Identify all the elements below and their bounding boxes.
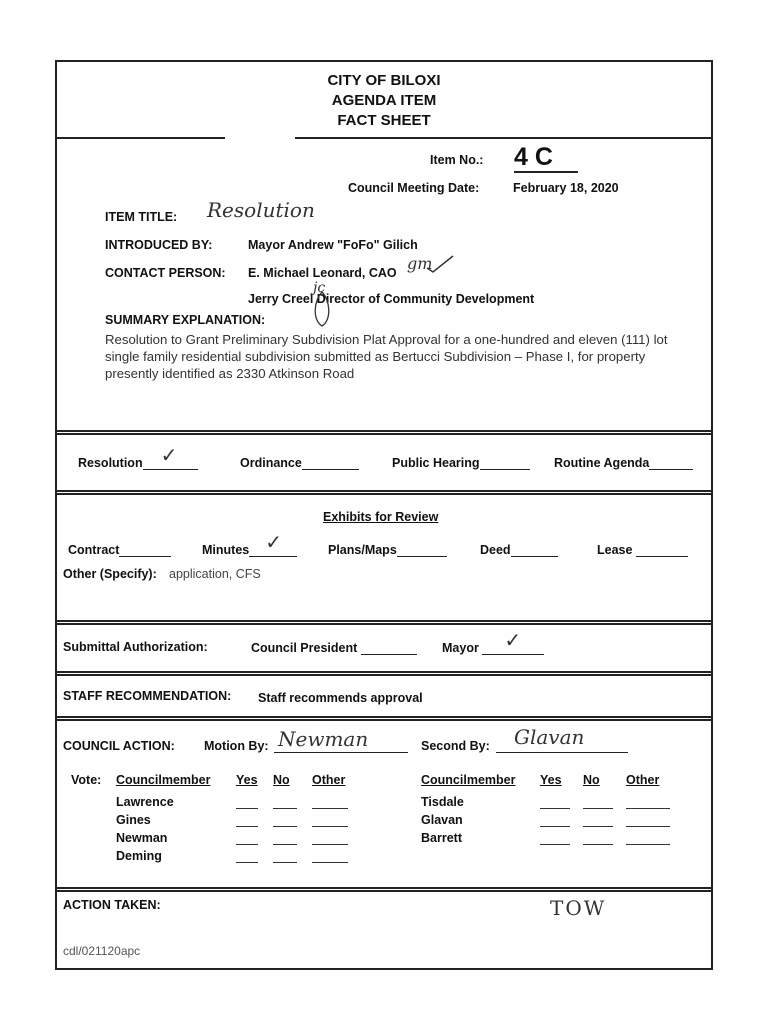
agenda-title: AGENDA ITEM xyxy=(331,92,437,109)
vote-blank xyxy=(312,808,348,809)
staff-label: STAFF RECOMMENDATION: xyxy=(63,689,232,703)
action-taken-value: TOW xyxy=(550,896,607,920)
second-label: Second By: xyxy=(421,739,490,753)
vote-blank xyxy=(583,808,613,809)
vote-blank xyxy=(236,808,258,809)
vote-blank xyxy=(626,826,670,827)
col-no-left: No xyxy=(273,773,290,787)
resolution-checkmark: ✓ xyxy=(160,443,178,467)
footer-code: cdl/021120apc xyxy=(63,944,141,958)
mayor-option: Mayor ✓ xyxy=(442,640,544,655)
motion-value: Newman xyxy=(278,727,369,751)
member-gines: Gines xyxy=(116,813,151,827)
contact-initials-2: jc xyxy=(313,280,326,296)
vote-blank xyxy=(626,844,670,845)
vote-label: Vote: xyxy=(71,773,102,787)
introduced-label: INTRODUCED BY: xyxy=(105,238,213,252)
minutes-checkmark: ✓ xyxy=(265,530,282,554)
summary-text: Resolution to Grant Preliminary Subdivision Plat Approval for a one-hundred and eleven (111) lot single family residential subdivision submitted as Bertucci Subdivision – Phase I, for property presently identified as 2330 Atkinson Road xyxy=(105,332,668,381)
col-member-left: Councilmember xyxy=(116,773,211,787)
lease-option: Lease xyxy=(597,542,688,557)
vote-blank xyxy=(312,826,348,827)
contact-label: CONTACT PERSON: xyxy=(105,266,226,280)
ordinance-option: Ordinance xyxy=(240,455,359,470)
member-tisdale: Tisdale xyxy=(421,795,464,809)
vote-blank xyxy=(273,826,297,827)
fact-sheet-title: FACT SHEET xyxy=(337,112,431,129)
minutes-option: Minutes ✓ xyxy=(202,542,297,557)
checkmark-icon xyxy=(425,254,455,274)
vote-blank xyxy=(236,826,258,827)
deed-option: Deed xyxy=(480,542,558,557)
action-taken-label: ACTION TAKEN: xyxy=(63,898,161,912)
col-yes-right: Yes xyxy=(540,773,562,787)
resolution-option: Resolution ✓ xyxy=(78,455,198,470)
type-divider-top xyxy=(55,430,713,435)
mayor-checkmark: ✓ xyxy=(504,628,522,652)
auth-divider-bottom xyxy=(55,671,713,676)
plans-option: Plans/Maps xyxy=(328,542,447,557)
action-divider-top xyxy=(55,887,713,892)
vote-blank xyxy=(273,808,297,809)
contract-option: Contract xyxy=(68,542,171,557)
vote-blank xyxy=(312,862,348,863)
type-divider-bottom xyxy=(55,490,713,495)
member-lawrence: Lawrence xyxy=(116,795,174,809)
contact-initials-1: gm xyxy=(407,254,433,273)
header-divider-left xyxy=(55,137,225,139)
city-title: CITY OF BILOXI xyxy=(327,72,441,89)
summary-label: SUMMARY EXPLANATION: xyxy=(105,313,266,327)
council-president-option: Council President xyxy=(251,640,417,655)
vote-blank xyxy=(312,844,348,845)
meeting-date-label: Council Meeting Date: xyxy=(348,181,480,195)
col-no-right: No xyxy=(583,773,600,787)
vote-blank xyxy=(583,826,613,827)
item-no-label: Item No.: xyxy=(430,153,484,167)
second-value: Glavan xyxy=(514,725,585,749)
introduced-value: Mayor Andrew "FoFo" Gilich xyxy=(248,238,418,252)
vote-blank xyxy=(273,844,297,845)
auth-divider-top xyxy=(55,620,713,625)
exhibits-title: Exhibits for Review xyxy=(323,510,439,524)
motion-label: Motion By: xyxy=(204,739,269,753)
staff-value: Staff recommends approval xyxy=(258,691,423,705)
vote-blank xyxy=(236,844,258,845)
routine-agenda-option: Routine Agenda xyxy=(554,455,693,470)
col-yes-left: Yes xyxy=(236,773,258,787)
second-line xyxy=(496,725,628,753)
member-deming: Deming xyxy=(116,849,162,863)
public-hearing-option: Public Hearing xyxy=(392,455,530,470)
council-action-label: COUNCIL ACTION: xyxy=(63,739,175,753)
motion-line xyxy=(274,727,408,753)
signature-loop-icon xyxy=(310,290,334,330)
member-barrett: Barrett xyxy=(421,831,462,845)
vote-blank xyxy=(236,862,258,863)
meeting-date-value: February 18, 2020 xyxy=(513,181,619,195)
vote-blank xyxy=(540,844,570,845)
staff-divider-bottom xyxy=(55,716,713,721)
vote-blank xyxy=(273,862,297,863)
item-title-label: ITEM TITLE: xyxy=(105,210,178,224)
col-member-right: Councilmember xyxy=(421,773,516,787)
vote-blank xyxy=(540,808,570,809)
item-title-value: Resolution xyxy=(207,198,315,222)
vote-blank xyxy=(540,826,570,827)
header-divider-right xyxy=(295,137,713,139)
col-other-left: Other xyxy=(312,773,346,787)
col-other-right: Other xyxy=(626,773,660,787)
contact-person-2: Jerry Creel Director of Community Development xyxy=(248,292,535,306)
contact-person-1: E. Michael Leonard, CAO xyxy=(248,266,397,280)
vote-blank xyxy=(626,808,670,809)
auth-label: Submittal Authorization: xyxy=(63,640,208,654)
vote-blank xyxy=(583,844,613,845)
other-label: Other (Specify): xyxy=(63,567,157,581)
member-glavan: Glavan xyxy=(421,813,463,827)
member-newman: Newman xyxy=(116,831,168,845)
item-no-value: 4 C xyxy=(514,143,578,173)
other-value: application, CFS xyxy=(169,567,261,581)
